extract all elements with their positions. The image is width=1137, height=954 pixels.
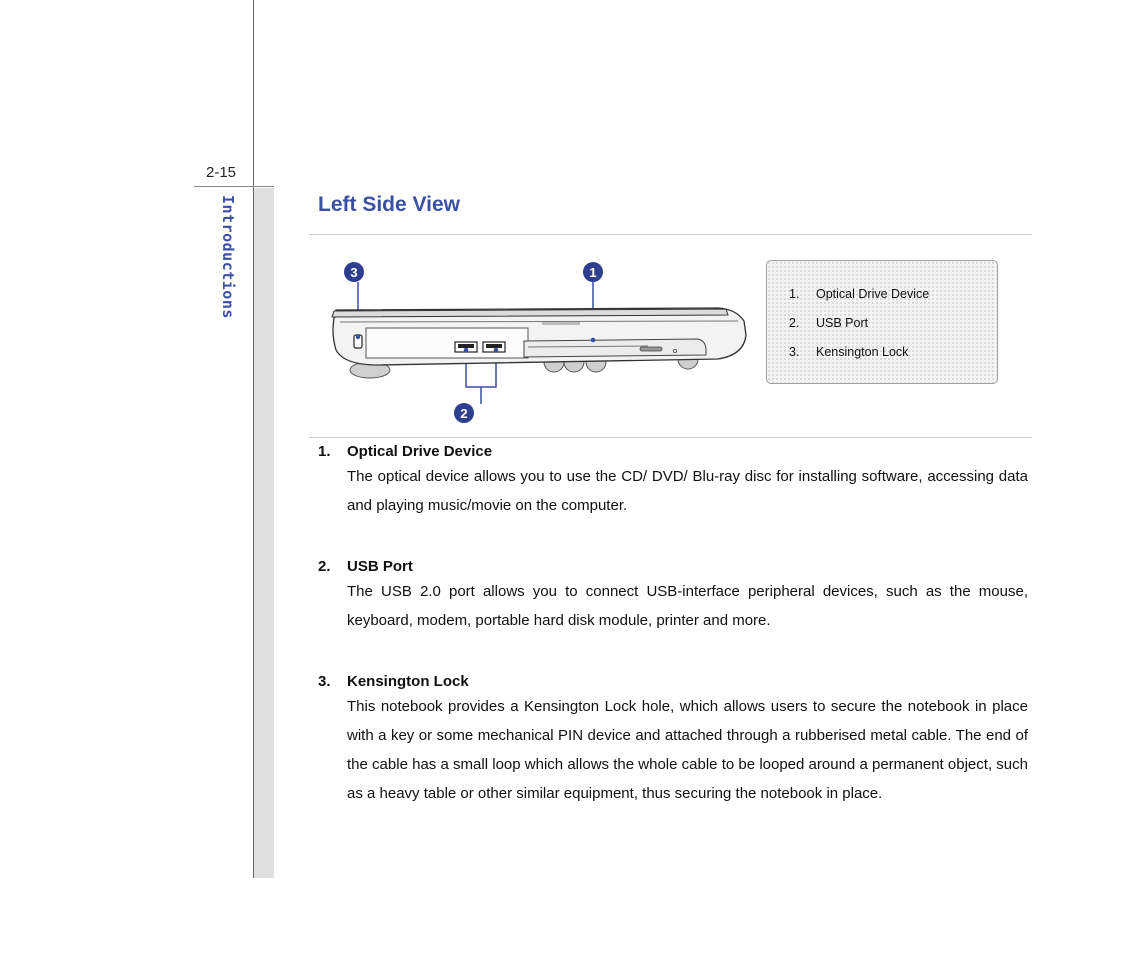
section-heading xyxy=(318,442,1028,462)
legend-item xyxy=(789,287,929,301)
section-number: 1. xyxy=(318,443,331,460)
section-body: This notebook provides a Kensington Lock hole, which allows users to secure the notebook in place with a key or some mechanical PIN device and attached through a rubberised metal cable. The end of the cable has a small loop which allows the whole cable to be looped around a permanent object, such as a heavy table or other similar equipment, thus securing the notebook in place. xyxy=(347,698,1028,802)
section-optical-drive xyxy=(318,442,1028,520)
section-title: USB Port xyxy=(347,558,413,575)
laptop-left-side-figure xyxy=(318,255,758,430)
legend-number: 3. xyxy=(789,345,800,359)
legend-label: USB Port xyxy=(816,316,869,330)
legend-item xyxy=(789,345,908,359)
section-heading xyxy=(318,672,1028,692)
legend-label: Kensington Lock xyxy=(816,345,909,359)
figure-divider xyxy=(309,437,1032,438)
legend-number: 2. xyxy=(789,316,800,330)
section-title: Kensington Lock xyxy=(347,673,469,690)
chapter-label: Introductions xyxy=(219,195,237,319)
marker-2-label: 2 xyxy=(460,406,468,421)
section-body: The optical device allows you to use the CD/ DVD/ Blu-ray disc for installing software, accessing data and playing music/movie on the computer. xyxy=(347,468,1028,514)
section-body: The USB 2.0 port allows you to connect USB-interface peripheral devices, such as the mouse, keyboard, modem, portable hard disk module, printer and more. xyxy=(347,583,1028,629)
page-number-rule xyxy=(194,186,274,187)
legend-item xyxy=(789,316,868,330)
section-number: 3. xyxy=(318,673,331,690)
section-usb-port xyxy=(318,557,1028,635)
laptop-side-illustration xyxy=(318,255,758,430)
section-heading xyxy=(318,557,1028,577)
section-title: Optical Drive Device xyxy=(347,443,493,460)
figure-legend xyxy=(766,260,998,384)
page-title: Left Side View xyxy=(318,193,460,216)
legend-number: 1. xyxy=(789,287,800,301)
title-divider xyxy=(309,234,1032,235)
page-number: 2-15 xyxy=(206,164,237,181)
section-kensington-lock xyxy=(318,672,1028,808)
chapter-sidebar xyxy=(254,188,274,878)
section-number: 2. xyxy=(318,558,331,575)
marker-1-label: 1 xyxy=(589,265,597,280)
marker-3-label: 3 xyxy=(350,265,358,280)
legend-label: Optical Drive Device xyxy=(816,287,930,301)
